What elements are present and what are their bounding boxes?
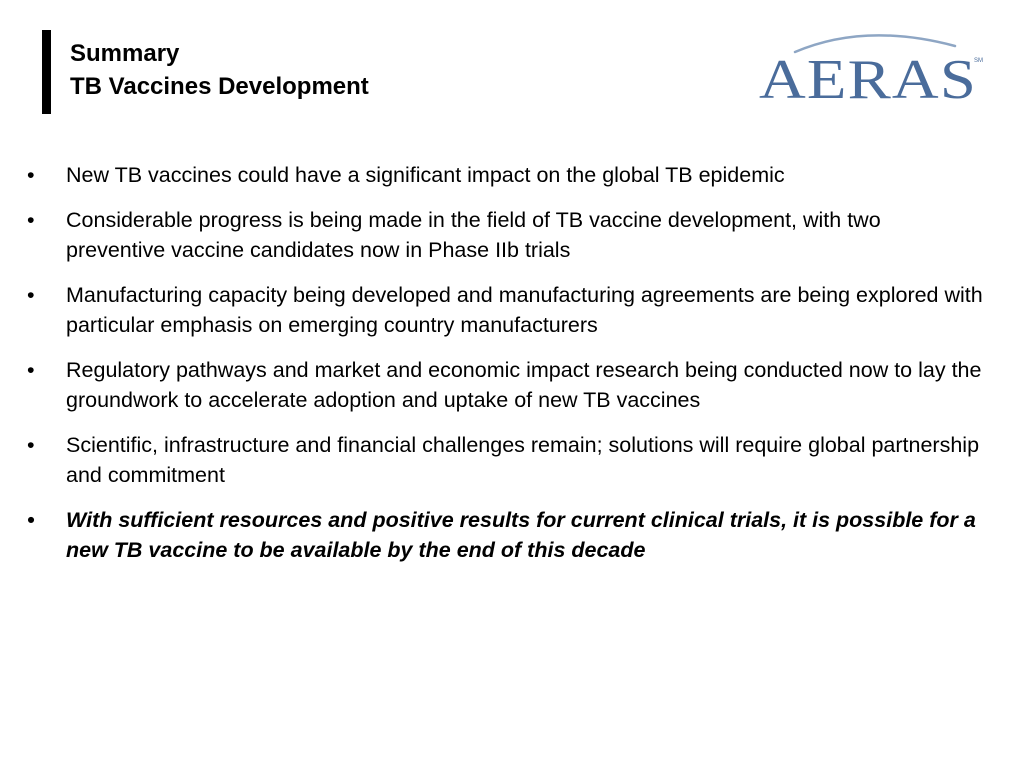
bullet-item	[0, 505, 1024, 566]
bullet-text: New TB vaccines could have a significant impact on the global TB epidemic	[66, 163, 785, 187]
bullet-marker: •	[27, 432, 35, 457]
logo-service-mark: SM	[974, 58, 983, 64]
slide-title	[70, 37, 369, 103]
bullet-marker: •	[27, 282, 35, 307]
bullet-text: Regulatory pathways and market and economic impact research being conducted now to lay the groundwork to accelerate adoption and uptake of new TB vaccines	[66, 357, 982, 412]
logo-wordmark: AERAS	[759, 49, 977, 111]
bullet-item	[0, 205, 1024, 266]
title-accent-bar	[42, 30, 51, 114]
bullet-item	[0, 280, 1024, 341]
bullet-item	[0, 355, 1024, 416]
bullet-marker: •	[27, 163, 35, 187]
bullet-marker: •	[27, 507, 35, 532]
title-line-1: Summary	[70, 40, 180, 67]
bullet-item	[0, 430, 1024, 491]
bullet-list	[0, 160, 1024, 580]
bullet-marker: •	[27, 207, 35, 232]
bullet-item	[0, 160, 1024, 191]
bullet-text: Considerable progress is being made in the field of TB vaccine development, with two preventive vaccine candidates now in Phase IIb trials	[66, 207, 881, 262]
bullet-text: With sufficient resources and positive results for current clinical trials, it is possible for a new TB vaccine to be available by the end of this decade	[66, 507, 976, 562]
aeras-logo	[755, 22, 987, 118]
bullet-text: Scientific, infrastructure and financial challenges remain; solutions will require global partnership and commitment	[66, 432, 980, 487]
title-line-2: TB Vaccines Development	[70, 73, 369, 100]
bullet-text: Manufacturing capacity being developed and manufacturing agreements are being explored with particular emphasis on emerging country manufacturers	[66, 282, 983, 337]
bullet-marker: •	[27, 357, 35, 382]
